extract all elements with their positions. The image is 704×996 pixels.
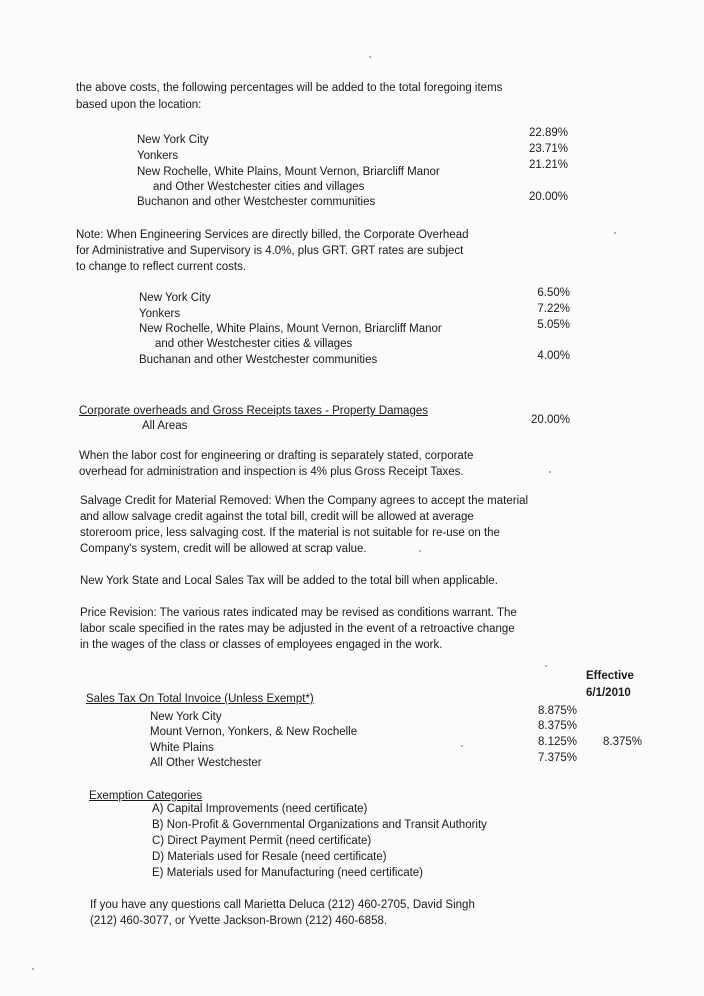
- sales-tax-location: All Other Westchester: [150, 757, 262, 769]
- price-revision-line-2: labor scale specified in the rates may be adjusted in the event of a retroactive change: [80, 623, 515, 635]
- grt-location: New Rochelle, White Plains, Mount Vernon, Briarcliff Manor: [139, 323, 442, 335]
- note-line-3: to change to reflect current costs.: [76, 261, 247, 273]
- exemptions-heading: Exemption Categories: [89, 790, 203, 802]
- exemption-item: D) Materials used for Resale (need certificate): [152, 851, 387, 863]
- intro-line-2: based upon the location:: [76, 99, 202, 111]
- sales-tax-table-heading: Sales Tax On Total Invoice (Unless Exempt*): [86, 693, 314, 705]
- exemption-item: B) Non-Profit & Governmental Organizations and Transit Authority: [152, 819, 487, 831]
- intro-line-1: the above costs, the following percentages will be added to the total foregoing items: [76, 82, 503, 94]
- labor-paragraph-line-2: overhead for administration and inspection is 4% plus Gross Receipt Taxes.: [79, 466, 464, 478]
- overhead-location: Buchanon and other Westchester communities: [137, 196, 376, 208]
- grt-location: Yonkers: [139, 308, 181, 320]
- sales-tax-effective-rate: 8.375%: [602, 736, 642, 748]
- salvage-paragraph-line-4: Company's system, credit will be allowed at scrap value.: [80, 543, 367, 555]
- sales-tax-rate: 8.875%: [537, 705, 577, 717]
- overhead-location: Yonkers: [137, 150, 179, 162]
- grt-rate: 5.05%: [537, 319, 570, 331]
- salvage-paragraph-line-1: Salvage Credit for Material Removed: When the Company agrees to accept the material: [80, 495, 529, 507]
- overhead-location: and Other Westchester cities and villages: [153, 181, 365, 193]
- overhead-location: New Rochelle, White Plains, Mount Vernon, Briarcliff Manor: [137, 166, 440, 178]
- scan-speck: [419, 550, 421, 552]
- scan-speck: [369, 56, 371, 58]
- property-damages-area: All Areas: [142, 420, 188, 432]
- exemption-item: C) Direct Payment Permit (need certificate): [152, 835, 372, 847]
- effective-date: 6/1/2010: [586, 687, 631, 699]
- note-line-1: Note: When Engineering Services are directly billed, the Corporate Overhead: [76, 229, 469, 241]
- salvage-paragraph-line-2: and allow salvage credit against the total bill, credit will be allowed at average: [80, 511, 474, 523]
- salvage-paragraph-line-3: storeroom price, less salvaging cost. If the material is not suitable for re-use on the: [80, 527, 500, 539]
- contacts-line-1: If you have any questions call Marietta Deluca (212) 460-2705, David Singh: [90, 899, 475, 911]
- overhead-rate: 22.89%: [528, 127, 568, 139]
- grt-location: Buchanan and other Westchester communities: [139, 354, 378, 366]
- exemption-item: A) Capital Improvements (need certificate): [152, 803, 368, 815]
- effective-label: Effective: [586, 670, 634, 682]
- scan-speck: [461, 745, 463, 747]
- property-damages-heading: Corporate overheads and Gross Receipts taxes - Property Damages: [79, 405, 428, 417]
- sales-tax-rate: 8.125%: [537, 736, 577, 748]
- sales-tax-rate: 8.375%: [537, 720, 577, 732]
- grt-location: and other Westchester cities & villages: [155, 338, 353, 350]
- sales-tax-rate: 7.375%: [537, 752, 577, 764]
- property-damages-rate: 20.00%: [530, 414, 570, 426]
- overhead-rate: 23.71%: [528, 143, 568, 155]
- exemption-item: E) Materials used for Manufacturing (need certificate): [152, 867, 424, 879]
- price-revision-line-1: Price Revision: The various rates indicated may be revised as conditions warrant. The: [80, 607, 517, 619]
- labor-paragraph-line-1: When the labor cost for engineering or drafting is separately stated, corporate: [79, 450, 474, 462]
- sales-tax-location: White Plains: [150, 742, 214, 754]
- scan-speck: [614, 232, 616, 234]
- overhead-rate: 21.21%: [528, 159, 568, 171]
- grt-rate: 7.22%: [537, 303, 570, 315]
- overhead-rate: 20.00%: [528, 191, 568, 203]
- scan-speck: [545, 665, 547, 667]
- grt-rate: 6.50%: [537, 287, 570, 299]
- sales-tax-notice: New York State and Local Sales Tax will be added to the total bill when applicable.: [80, 575, 498, 587]
- overhead-location: New York City: [137, 134, 209, 146]
- sales-tax-location: New York City: [150, 711, 222, 723]
- grt-location: New York City: [139, 292, 211, 304]
- scan-speck: [549, 471, 551, 473]
- contacts-line-2: (212) 460-3077, or Yvette Jackson-Brown (212) 460-6858.: [90, 915, 388, 927]
- sales-tax-location: Mount Vernon, Yonkers, & New Rochelle: [150, 726, 358, 738]
- price-revision-line-3: in the wages of the class or classes of employees engaged in the work.: [80, 639, 443, 651]
- grt-rate: 4.00%: [537, 350, 570, 362]
- scan-speck: [32, 968, 34, 970]
- note-line-2: for Administrative and Supervisory is 4.0%, plus GRT. GRT rates are subject: [76, 245, 464, 257]
